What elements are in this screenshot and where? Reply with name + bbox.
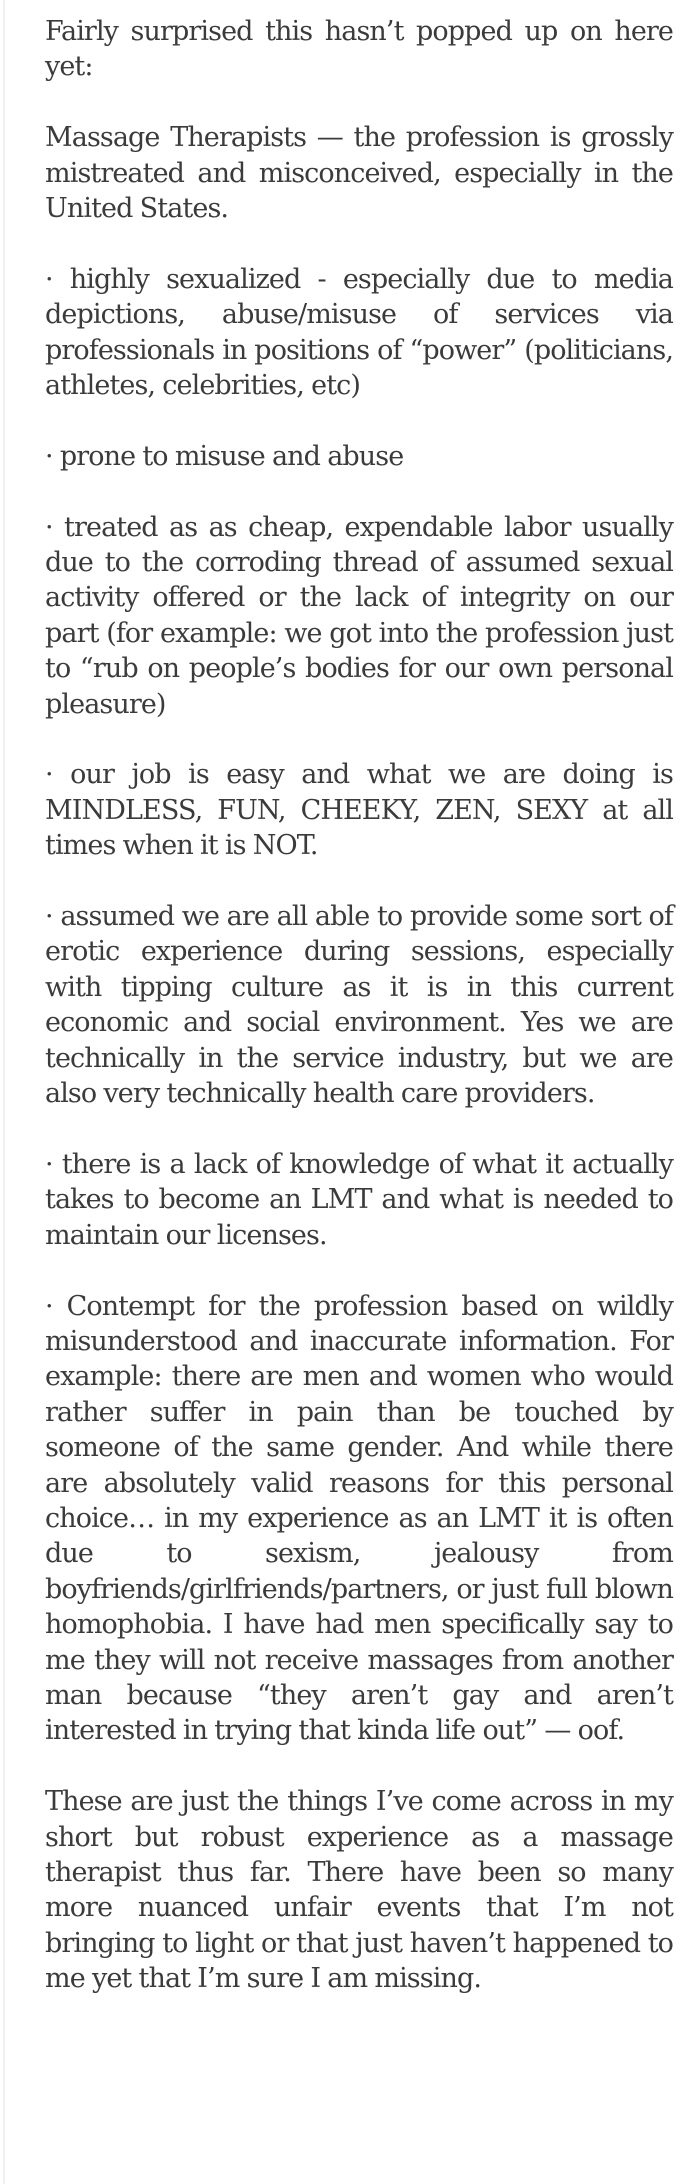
bullet-easy-job: · our job is easy and what we are doing is MINDLESS, FUN, CHEEKY, ZEN, SEXY at all times when it is NOT. [45,759,673,862]
bullet-erotic-assumption: · assumed we are all able to provide some sort of erotic experience during sessions, especially with tipping culture as it is in this current economic and social environment. Yes we are technically in the service industry, but we are also very technically health care providers. [45,901,673,1110]
bullet-contempt: · Contempt for the profession based on wildly misunderstood and inaccurate information. For example: there are men and women who would rather suffer in pain than be touched by someone of the same gender. And while there are absolutely valid reasons for this personal choice… in my experience as an LMT it is often due to sexism, jealousy from boyfriends/girlfriends/partners, or just full blown homophobia. I have had men specifically say to me they will not receive massages from another man because “they aren’t gay and aren’t interested in trying that kinda life out” — oof. [45,1290,673,1747]
post-body [45,14,673,1997]
bullet-misuse: · prone to misuse and abuse [45,440,404,472]
closing-paragraph: These are just the things I’ve come across in my short but robust experience as a massage therapist thus far. There have been so many more nuanced unfair events that I’m not bringing to light or that just haven’t happened to me yet that I’m sure I am missing. [45,1786,673,1995]
bullet-cheap-labor: · treated as as cheap, expendable labor usually due to the corroding thread of assumed sexual activity offered or the lack of integrity on our part (for example: we got into the profession just to “rub on people’s bodies for our own personal pleasure) [45,511,673,720]
thesis-paragraph: Massage Therapists — the profession is grossly mistreated and misconceived, especially in the United States. [45,122,673,225]
bullet-lack-of-knowledge: · there is a lack of knowledge of what it actually takes to become an LMT and what is needed to maintain our licenses. [45,1148,673,1251]
bullet-sexualized: · highly sexualized - especially due to media depictions, abuse/misuse of services via professionals in positions of “power” (politicians, athletes, celebrities, etc) [45,263,673,402]
intro-paragraph: Fairly surprised this hasn’t popped up on here yet: [45,16,673,83]
left-edge-divider [3,0,5,2184]
